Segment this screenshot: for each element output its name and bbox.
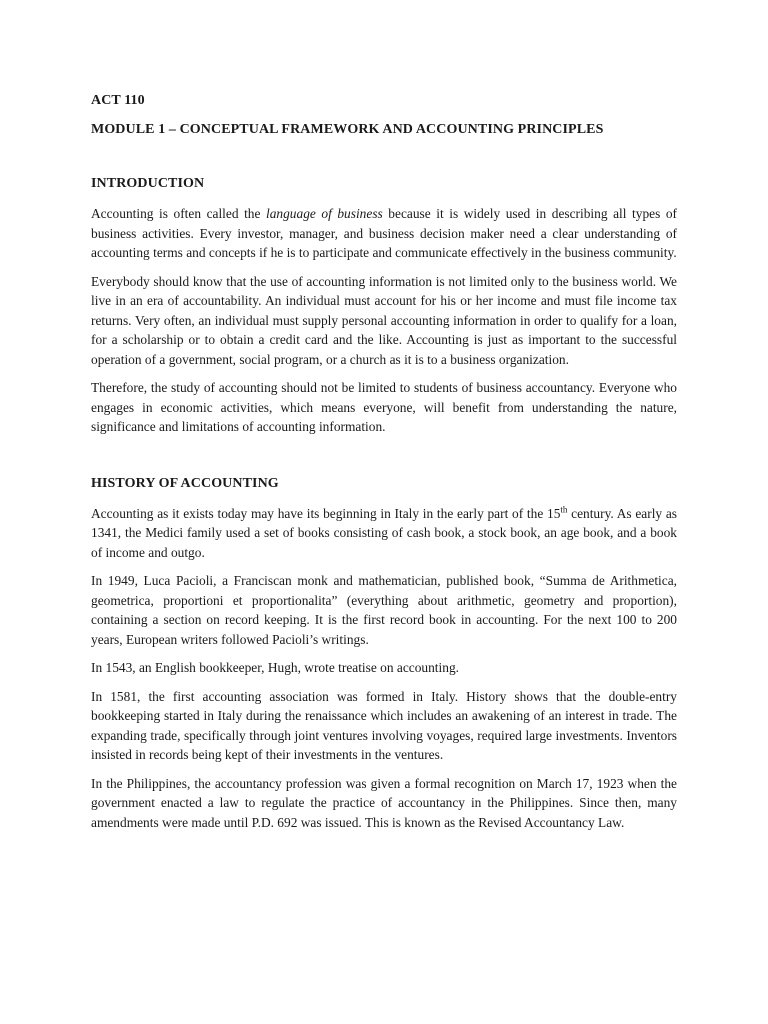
introduction-heading: INTRODUCTION bbox=[91, 176, 205, 191]
document-content bbox=[91, 92, 677, 832]
history-paragraph-2: In 1949, Luca Pacioli, a Franciscan monk and mathematician, published book, “Summa de Arithmetica, geometrica, proportioni et proportionalita” (everything about arithmetic, geometry and proportion), containing a section on record keeping. It is the first record book in accounting. For the next 100 to 200 years, European writers followed Pacioli’s writings. bbox=[91, 573, 677, 647]
history-paragraph-1: Accounting as it exists today may have its beginning in Italy in the early part of the 15th century. As early as 1341, the Medici family used a set of books consisting of cash book, a stock book, an age book, and a book of income and outgo. bbox=[91, 504, 677, 560]
introduction-paragraph-1: Accounting is often called the language of business because it is widely used in describing all types of business activities. Every investor, manager, and business decision maker need a clear understanding of accounting terms and concepts if he is to participate and communicate effectively in the business community. bbox=[91, 206, 677, 260]
history-paragraph-3: In 1543, an English bookkeeper, Hugh, wrote treatise on accounting. bbox=[91, 660, 459, 675]
introduction-paragraph-2: Everybody should know that the use of accounting information is not limited only to the business world. We live in an era of accountability. An individual must account for his or her income and must file income tax returns. Very often, an individual must supply personal accounting information in order to qualify for a loan, for a scholarship or to obtain a credit card and the like. Accounting is just as important to the successful operation of a government, social program, or a church as it is to a business organization. bbox=[91, 273, 677, 367]
module-title: MODULE 1 – CONCEPTUAL FRAMEWORK AND ACCOUNTING PRINCIPLES bbox=[91, 122, 604, 137]
superscript-th: th bbox=[560, 504, 568, 515]
history-paragraph-5: In the Philippines, the accountancy profession was given a formal recognition on March 17, 1923 when the government enacted a law to regulate the practice of accountancy in the Philippines. Since then, many amendments were made until P.D. 692 was issued. This is known as the Revised Accountancy Law. bbox=[91, 775, 677, 830]
history-heading: HISTORY OF ACCOUNTING bbox=[91, 475, 279, 491]
introduction-paragraph-3: Therefore, the study of accounting should not be limited to students of business accountancy. Everyone who engages in economic activities, which means everyone, will benefit from understanding the nature, significance and limitations of accounting information. bbox=[91, 380, 677, 434]
course-code: ACT 110 bbox=[91, 93, 145, 108]
history-paragraph-4: In 1581, the first accounting association was formed in Italy. History shows that the double-entry bookkeeping started in Italy during the renaissance which includes an awakening of an interest in trade. The expanding trade, specifically through joint ventures involving voyages, required large investments. Inventors insisted in records being kept of their investments in the ventures. bbox=[91, 688, 677, 762]
language-of-business-emphasis: language of business bbox=[266, 206, 383, 221]
